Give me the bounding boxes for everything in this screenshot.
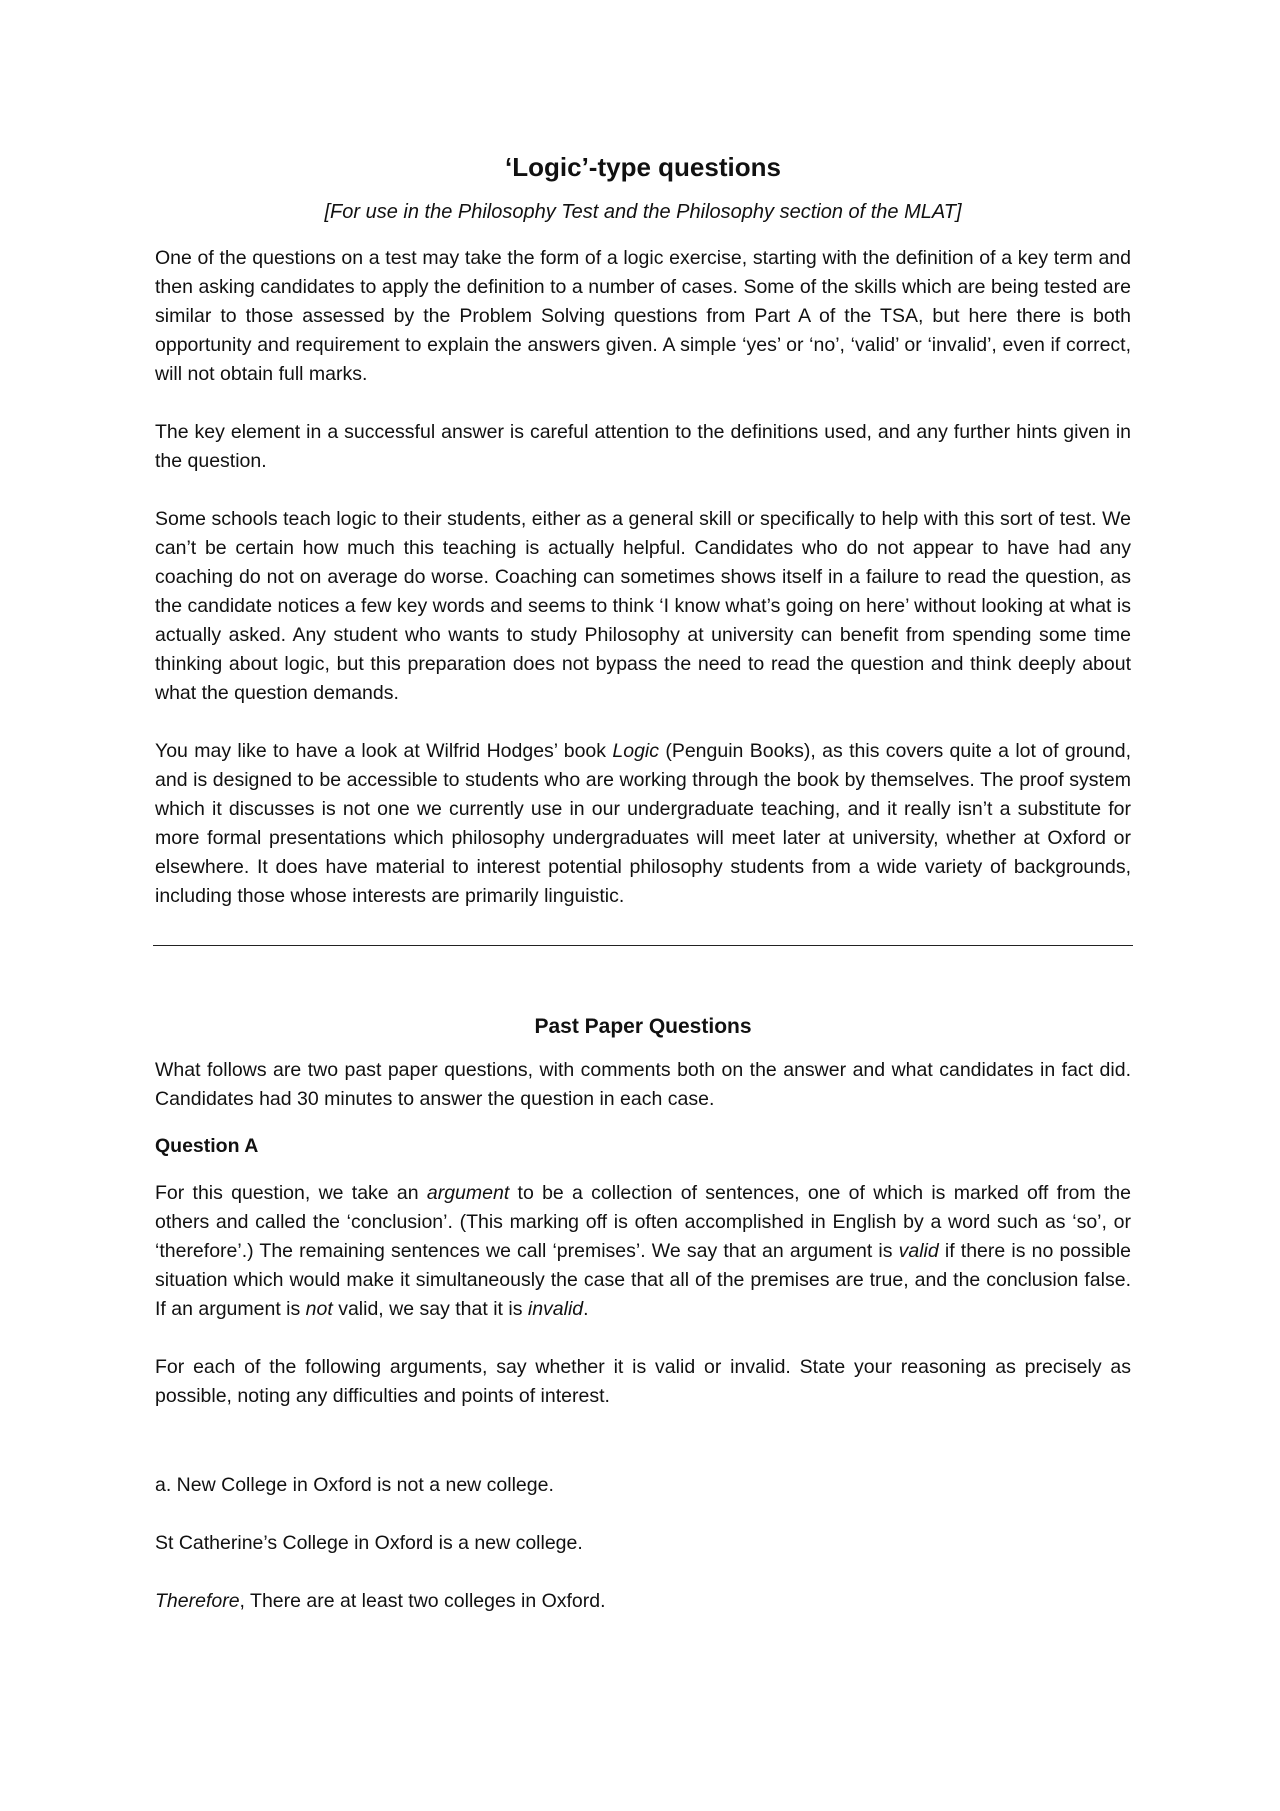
- argument-a-conclusion: [155, 1587, 1131, 1616]
- intro-paragraph-1: One of the questions on a test may take the form of a logic exercise, starting with the definition of a key term and then asking candidates to apply the definition to a number of cases. Some of the skills which are being tested are similar to those assessed by the Problem Solving questions from Part A of the TSA, but here there is both opportunity and requirement to explain the answers given. A simple ‘yes’ or ‘no’, ‘valid’ or ‘invalid’, even if correct, will not obtain full marks.: [155, 247, 1131, 385]
- p4-text-after: (Penguin Books), as this covers quite a lot of ground, and is designed to be accessible to students who are working through the book by themselves. The proof system which it discusses is not one we currently use in our undergraduate teaching, and it really isn’t a substitute for more formal presentations which philosophy undergraduates will meet later at university, whether at Oxford or elsewhere. It does have material to interest potential philosophy students from a wide variety of backgrounds, including those whose interests are primarily linguistic.: [155, 740, 1131, 907]
- def-term-not: not: [305, 1298, 333, 1320]
- def-text-5: .: [583, 1298, 589, 1320]
- intro-paragraph-4: [155, 737, 1131, 911]
- def-text-2: to be a collection of sentences, one of which is marked off from the others and called the ‘conclusion’. (This marking off is often accomplished in English by a word such as ‘so’, or ‘therefore’.) The remaining sentences we call ‘premises’. We say that an argument is: [155, 1182, 1131, 1262]
- intro-paragraph-2: The key element in a successful answer is careful attention to the definitions used, and any further hints given in the question.: [155, 421, 1131, 472]
- def-term-invalid: invalid: [527, 1298, 584, 1320]
- past-paper-title: Past Paper Questions: [534, 1015, 752, 1038]
- therefore-word: Therefore: [155, 1590, 240, 1612]
- def-term-argument: argument: [426, 1182, 510, 1204]
- question-a-heading: Question A: [155, 1135, 259, 1157]
- def-text-3: if there is no possible situation which would make it simultaneously the case that all of the premises are true, and the conclusion false. If an argument is: [155, 1240, 1131, 1320]
- argument-a-premise-2: St Catherine’s College in Oxford is a new college.: [155, 1532, 583, 1554]
- def-text-1: For this question, we take an: [155, 1182, 427, 1204]
- def-text-4: valid, we say that it is: [332, 1298, 528, 1320]
- document-page: [155, 150, 1131, 1645]
- p4-text-before: You may like to have a look at Wilfrid Hodges’ book: [155, 740, 613, 762]
- book-title-logic: Logic: [612, 740, 659, 762]
- conclusion-text: , There are at least two colleges in Oxford.: [239, 1590, 606, 1612]
- def-term-valid: valid: [898, 1240, 939, 1262]
- intro-paragraph-3: Some schools teach logic to their students, either as a general skill or specifically to help with this sort of test. We can’t be certain how much this teaching is actually helpful. Candidates who do not appear to have had any coaching do not on average do worse. Coaching can sometimes shows itself in a failure to read the question, as the candidate notices a few key words and seems to think ‘I know what’s going on here’ without looking at what is actually asked. Any student who wants to study Philosophy at university can benefit from spending some time thinking about logic, but this preparation does not bypass the need to read the question and think deeply about what the question demands.: [155, 508, 1131, 704]
- page-subtitle: [For use in the Philosophy Test and the Philosophy section of the MLAT]: [324, 201, 962, 223]
- question-a-definition: [155, 1179, 1131, 1324]
- page-title: ‘Logic’-type questions: [505, 152, 781, 182]
- section-divider: [153, 945, 1133, 946]
- argument-a-premise-1: a. New College in Oxford is not a new college.: [155, 1474, 554, 1496]
- question-a-instruction: For each of the following arguments, say whether it is valid or invalid. State your reasoning as precisely as possible, noting any difficulties and points of interest.: [155, 1356, 1131, 1407]
- past-paper-intro: What follows are two past paper questions, with comments both on the answer and what candidates in fact did. Candidates had 30 minutes to answer the question in each case.: [155, 1059, 1131, 1110]
